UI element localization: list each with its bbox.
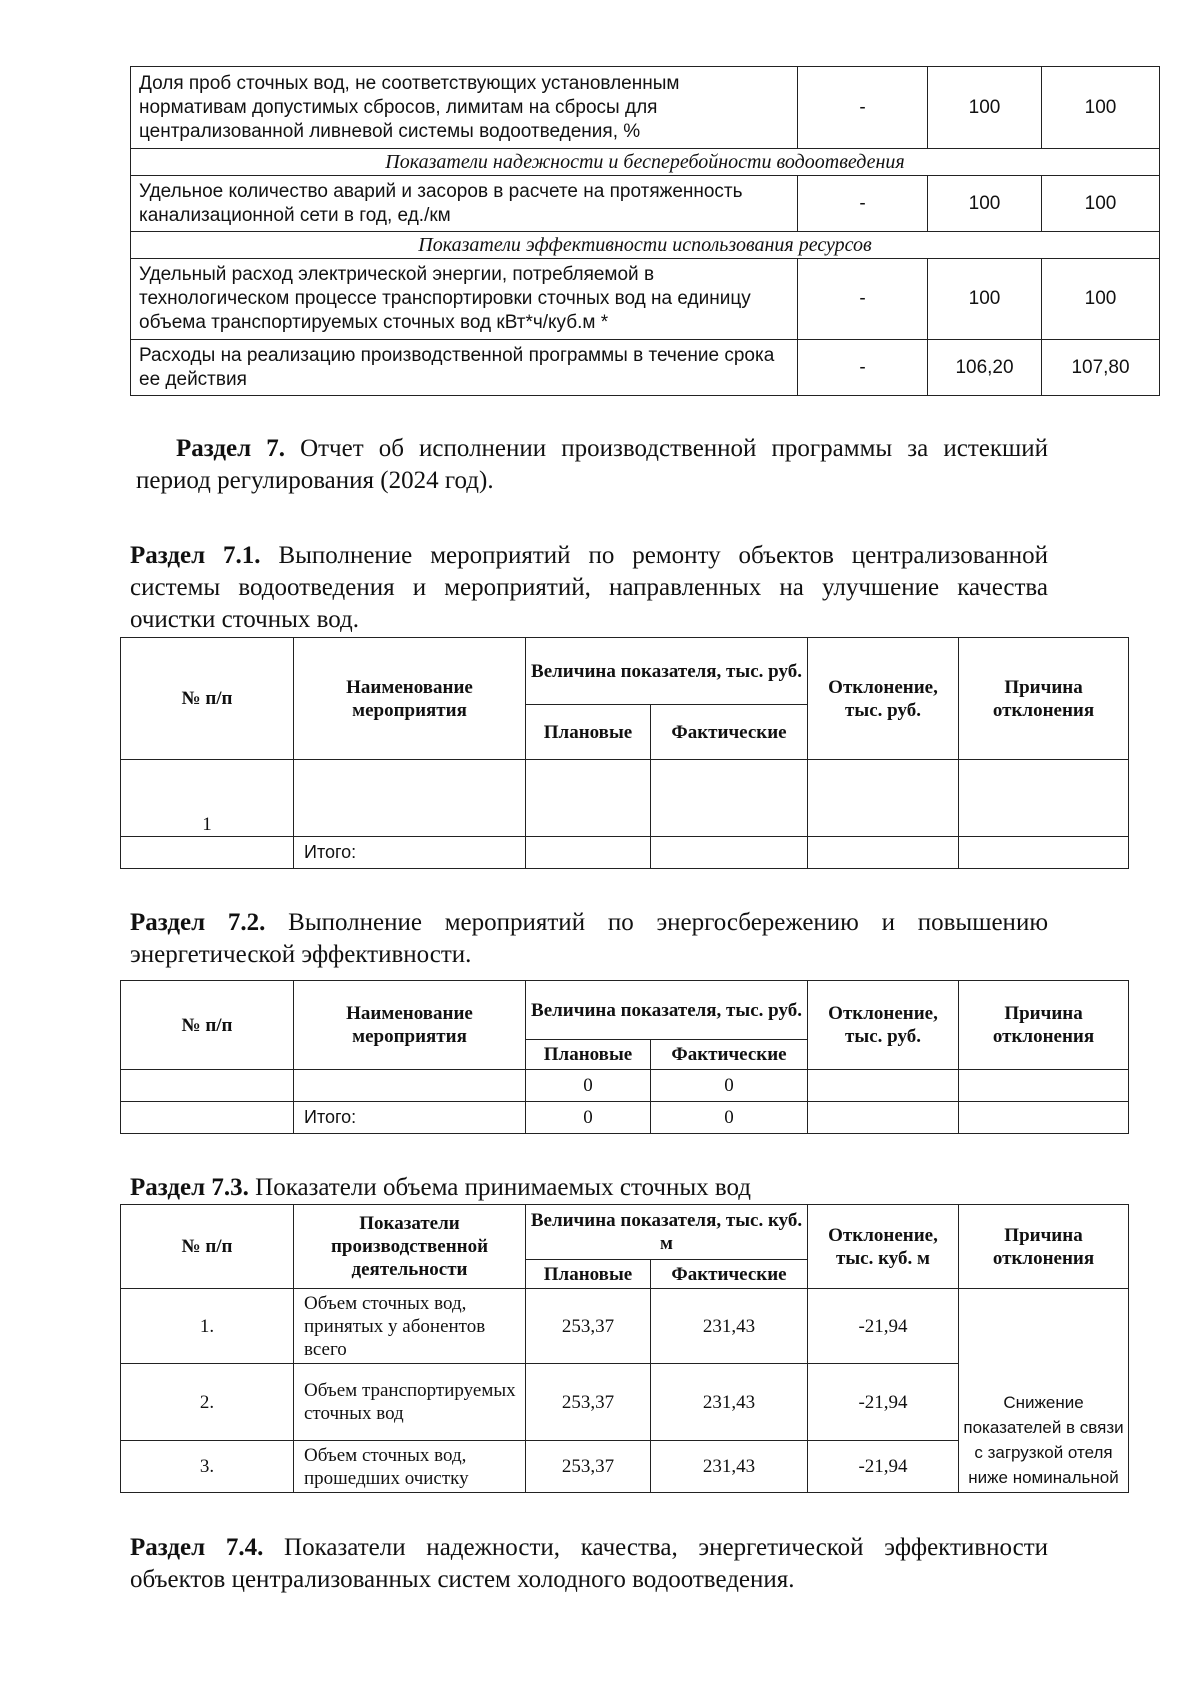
total-plan: 0 — [526, 1102, 651, 1134]
total-fact — [651, 837, 808, 869]
col-header-fact: Фактические — [651, 705, 808, 760]
section-7-4-label: Раздел 7.4. — [130, 1534, 264, 1561]
indicator-value-2: 100 — [928, 67, 1042, 149]
col-header-plan: Плановые — [526, 1040, 651, 1070]
table-total-row — [121, 1102, 1129, 1134]
row-plan: 253,37 — [526, 1289, 651, 1364]
table-row — [131, 176, 1160, 232]
col-header-plan: Плановые — [526, 1260, 651, 1289]
repair-measures-table — [120, 637, 1129, 869]
col-header-deviation: Отклонение, тыс. руб. — [808, 638, 959, 760]
section-7-label: Раздел 7. — [176, 435, 285, 462]
indicator-value-3: 100 — [1042, 259, 1160, 340]
row-fact: 231,43 — [651, 1289, 808, 1364]
section-7-text: Отчет об исполнении производственной программы за истекший период регулирования (2024 год). — [136, 435, 1048, 494]
col-header-name: Наименование мероприятия — [294, 638, 526, 760]
total-num — [121, 1102, 294, 1134]
table-header-row — [121, 638, 1129, 705]
row-name: Объем сточных вод, прошедших очистку — [294, 1441, 526, 1493]
col-header-value: Величина показателя, тыс. руб. — [526, 981, 808, 1040]
indicator-text: Расходы на реализацию производственной программы в течение срока ее действия — [131, 340, 798, 396]
col-header-num: № п/п — [121, 1205, 294, 1289]
total-deviation — [808, 837, 959, 869]
table-row — [121, 760, 1129, 837]
wastewater-volume-table — [120, 1204, 1129, 1493]
row-fact — [651, 760, 808, 837]
table-total-row — [121, 837, 1129, 869]
col-header-reason: Причина отклонения — [959, 981, 1129, 1070]
indicator-value-2: 106,20 — [928, 340, 1042, 396]
row-num — [121, 1070, 294, 1102]
indicator-value-3: 100 — [1042, 67, 1160, 149]
section-7-2-heading — [130, 907, 1048, 971]
indicator-value-3: 100 — [1042, 176, 1160, 232]
section-7-2-text: Выполнение мероприятий по энергосбережению и повышению энергетической эффективности. — [130, 909, 1048, 968]
table-subheader-row — [131, 232, 1160, 259]
row-fact: 231,43 — [651, 1364, 808, 1441]
col-header-name: Наименование мероприятия — [294, 981, 526, 1070]
total-label: Итого: — [294, 837, 526, 869]
section-7-4-text: Показатели надежности, качества, энергетической эффективности объектов централизованных систем холодного водоотведения. — [130, 1534, 1049, 1593]
section-7-4-heading — [130, 1532, 1048, 1596]
col-header-plan: Плановые — [526, 705, 651, 760]
row-plan: 253,37 — [526, 1364, 651, 1441]
row-name: Объем сточных вод, принятых у абонентов всего — [294, 1289, 526, 1364]
row-name: Объем транспортируемых сточных вод — [294, 1364, 526, 1441]
col-header-deviation: Отклонение, тыс. куб. м — [808, 1205, 959, 1289]
total-num — [121, 837, 294, 869]
indicator-value-2: 100 — [928, 259, 1042, 340]
indicator-value-1: - — [798, 259, 928, 340]
row-num: 1. — [121, 1289, 294, 1364]
table-row — [131, 340, 1160, 396]
col-header-fact: Фактические — [651, 1040, 808, 1070]
row-reason: Снижение показателей в связи с загрузкой отеля ниже номинальной — [959, 1289, 1129, 1493]
col-header-reason: Причина отклонения — [959, 638, 1129, 760]
table-subheader-row — [131, 149, 1160, 176]
row-deviation: -21,94 — [808, 1441, 959, 1493]
total-reason — [959, 1102, 1129, 1134]
section-7-2-label: Раздел 7.2. — [130, 909, 266, 936]
indicators-table-continued — [130, 66, 1160, 396]
col-header-num: № п/п — [121, 638, 294, 760]
row-deviation — [808, 1070, 959, 1102]
row-plan — [526, 760, 651, 837]
indicator-text: Удельный расход электрической энергии, потребляемой в технологическом процессе транспортировки сточных вод на единицу объема транспортируемых сточных вод кВт*ч/куб.м * — [131, 259, 798, 340]
indicator-text: Удельное количество аварий и засоров в расчете на протяженность канализационной сети в год, ед./км — [131, 176, 798, 232]
table-row — [121, 1289, 1129, 1364]
row-fact: 231,43 — [651, 1441, 808, 1493]
col-header-name: Показатели производственной деятельности — [294, 1205, 526, 1289]
row-name — [294, 760, 526, 837]
row-num: 3. — [121, 1441, 294, 1493]
row-reason — [959, 1070, 1129, 1102]
row-num: 1 — [121, 760, 294, 837]
section-7-3-label: Раздел 7.3. — [130, 1174, 249, 1201]
table-row — [131, 67, 1160, 149]
indicator-text: Доля проб сточных вод, не соответствующих установленным нормативам допустимых сбросов, лимитам на сбросы для централизованной ливневой системы водоотведения, % — [131, 67, 798, 149]
col-header-value: Величина показателя, тыс. руб. — [526, 638, 808, 705]
indicator-value-3: 107,80 — [1042, 340, 1160, 396]
row-plan: 0 — [526, 1070, 651, 1102]
total-deviation — [808, 1102, 959, 1134]
row-deviation: -21,94 — [808, 1364, 959, 1441]
col-header-fact: Фактические — [651, 1260, 808, 1289]
col-header-num: № п/п — [121, 981, 294, 1070]
total-label: Итого: — [294, 1102, 526, 1134]
row-fact: 0 — [651, 1070, 808, 1102]
table-row — [131, 259, 1160, 340]
energy-measures-table — [120, 980, 1129, 1134]
indicator-value-1: - — [798, 67, 928, 149]
table-header-row — [121, 1205, 1129, 1260]
row-plan: 253,37 — [526, 1441, 651, 1493]
indicator-value-1: - — [798, 340, 928, 396]
row-name — [294, 1070, 526, 1102]
row-reason — [959, 760, 1129, 837]
total-plan — [526, 837, 651, 869]
section-7-heading — [136, 433, 1048, 497]
indicator-value-2: 100 — [928, 176, 1042, 232]
col-header-deviation: Отклонение, тыс. руб. — [808, 981, 959, 1070]
row-num: 2. — [121, 1364, 294, 1441]
section-7-1-label: Раздел 7.1. — [130, 542, 261, 569]
col-header-value: Величина показателя, тыс. куб. м — [526, 1205, 808, 1260]
row-deviation — [808, 760, 959, 837]
subheader-reliability: Показатели надежности и бесперебойности водоотведения — [131, 149, 1160, 176]
total-reason — [959, 837, 1129, 869]
table-row — [121, 1070, 1129, 1102]
col-header-reason: Причина отклонения — [959, 1205, 1129, 1289]
subheader-efficiency: Показатели эффективности использования ресурсов — [131, 232, 1160, 259]
table-header-row — [121, 981, 1129, 1040]
indicator-value-1: - — [798, 176, 928, 232]
section-7-1-text: Выполнение мероприятий по ремонту объектов централизованной системы водоотведения и мероприятий, направленных на улучшение качества очистки сточных вод. — [130, 542, 1048, 633]
section-7-3-text: Показатели объема принимаемых сточных вод — [248, 1174, 752, 1201]
section-7-3-heading — [130, 1172, 1048, 1204]
section-7-1-heading — [130, 540, 1048, 636]
row-deviation: -21,94 — [808, 1289, 959, 1364]
total-fact: 0 — [651, 1102, 808, 1134]
